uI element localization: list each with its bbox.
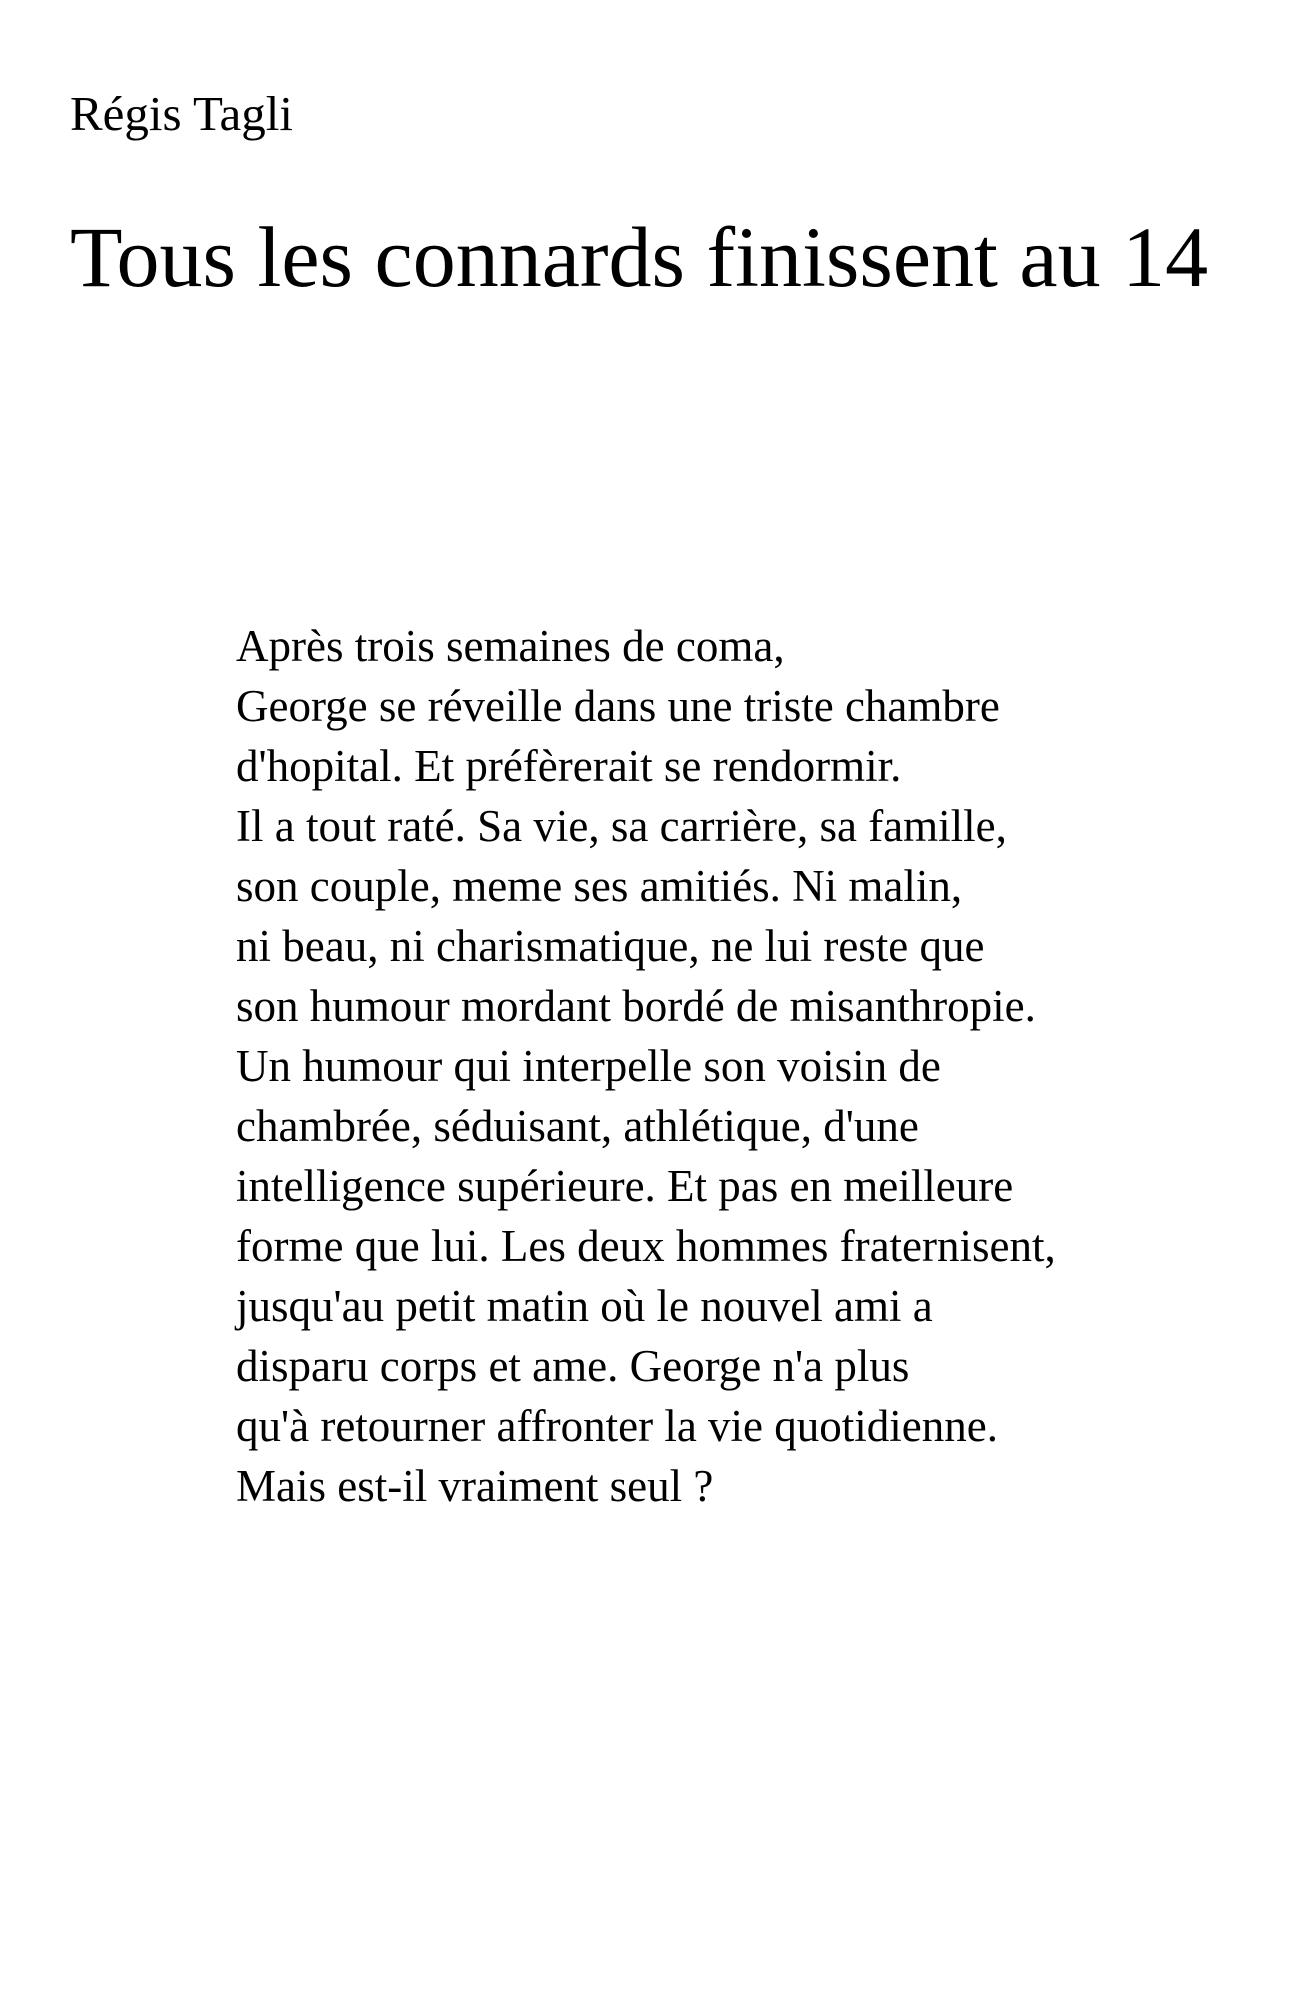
blurb-line: son couple, meme ses amitiés. Ni malin, bbox=[236, 861, 963, 911]
blurb-line: Après trois semaines de coma, bbox=[236, 621, 785, 671]
blurb-line: intelligence supérieure. Et pas en meilleure bbox=[236, 1161, 1014, 1211]
book-title: Tous les connards finissent au 14 bbox=[70, 209, 1209, 305]
blurb-line: chambrée, séduisant, athlétique, d'une bbox=[236, 1101, 919, 1151]
blurb-line: George se réveille dans une triste chambre bbox=[236, 681, 1000, 731]
author-name: Régis Tagli bbox=[70, 86, 293, 141]
blurb-line: ni beau, ni charismatique, ne lui reste que bbox=[236, 921, 985, 971]
blurb-line: d'hopital. Et préfèrerait se rendormir. bbox=[236, 741, 902, 791]
blurb-line: forme que lui. Les deux hommes fraternisent, bbox=[236, 1221, 1056, 1271]
blurb-line: disparu corps et ame. George n'a plus bbox=[236, 1341, 910, 1391]
blurb-line: Il a tout raté. Sa vie, sa carrière, sa famille, bbox=[236, 801, 1007, 851]
blurb-line: son humour mordant bordé de misanthropie. bbox=[236, 981, 1036, 1031]
blurb-line: qu'à retourner affronter la vie quotidienne. bbox=[236, 1401, 998, 1451]
blurb-line: Mais est-il vraiment seul ? bbox=[236, 1461, 714, 1511]
back-cover-blurb bbox=[236, 616, 1236, 1516]
blurb-line: jusqu'au petit matin où le nouvel ami a bbox=[236, 1281, 933, 1331]
blurb-line: Un humour qui interpelle son voisin de bbox=[236, 1041, 941, 1091]
